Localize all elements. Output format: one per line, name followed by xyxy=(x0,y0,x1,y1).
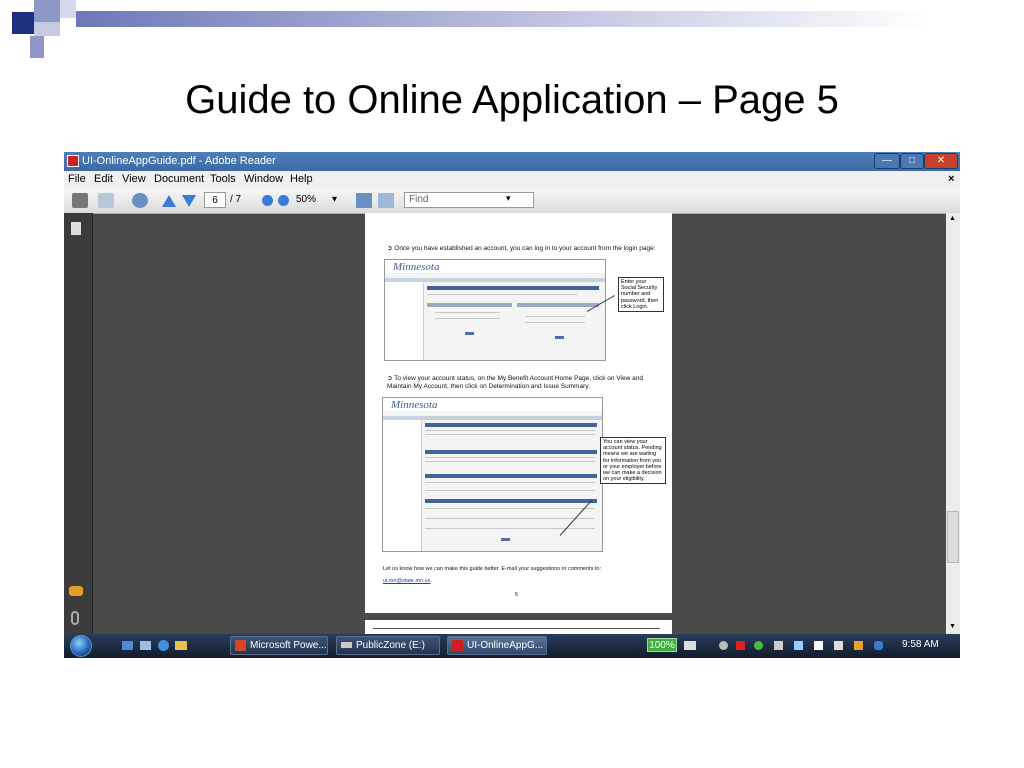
window-title: UI-OnlineAppGuide.pdf - Adobe Reader xyxy=(82,155,276,167)
menu-view[interactable]: View xyxy=(122,173,146,185)
chevron-down-icon: ▾ xyxy=(332,194,338,205)
powerpoint-icon xyxy=(235,640,246,651)
menu-file[interactable]: File xyxy=(68,173,86,185)
document-page xyxy=(365,213,672,613)
fit-page-icon[interactable] xyxy=(378,193,394,208)
pdf-icon xyxy=(452,640,463,651)
volume-icon[interactable] xyxy=(834,641,843,650)
battery-icon[interactable] xyxy=(684,641,696,650)
next-page-preview xyxy=(365,620,672,634)
drive-icon xyxy=(341,642,352,648)
scroll-thumb[interactable] xyxy=(947,511,959,563)
navigation-panel xyxy=(64,213,93,634)
find-dropdown-icon[interactable]: ▾ xyxy=(506,193,511,203)
flag-icon[interactable] xyxy=(814,641,823,650)
taskbar-item-adobe-reader-label: UI-OnlineAppG... xyxy=(467,640,544,651)
print-icon[interactable] xyxy=(72,193,88,208)
taskbar-item-powerpoint-label: Microsoft Powe... xyxy=(250,640,327,651)
bullet-2-text: To view your account status, on the My Benefit Account Home Page, click on View and Maintain My Account, then click on Determination and Issue Summary. xyxy=(387,375,643,390)
taskbar-item-powerpoint[interactable] xyxy=(230,636,328,655)
menu-bar xyxy=(64,171,960,189)
menu-document[interactable]: Document xyxy=(154,173,205,185)
scroll-up-icon[interactable]: ▲ xyxy=(949,215,956,222)
device-icon[interactable] xyxy=(774,641,783,650)
find-input[interactable]: Find xyxy=(404,192,534,208)
pages-icon[interactable] xyxy=(71,222,81,235)
wireless-icon[interactable] xyxy=(854,641,863,650)
network-icon[interactable] xyxy=(794,641,803,650)
zoom-value: 50% xyxy=(296,194,317,205)
bullet-1: ➲ Once you have established an account, you can log in to your account from the login page: xyxy=(387,245,656,252)
close-document-icon[interactable]: × xyxy=(948,173,955,185)
footer-email-link[interactable]: ui.mn@state.mn.us xyxy=(383,578,431,584)
taskbar-item-publiczone[interactable] xyxy=(336,636,440,655)
previous-page-icon[interactable] xyxy=(162,195,176,207)
menu-help[interactable]: Help xyxy=(290,173,313,185)
taskbar-item-publiczone-label: PublicZone (E:) xyxy=(356,640,425,651)
quick-launch-ie-icon[interactable] xyxy=(158,640,169,651)
quick-launch-folder-icon[interactable] xyxy=(175,641,187,650)
zoom-out-icon[interactable] xyxy=(262,195,273,206)
comments-icon[interactable] xyxy=(69,586,83,596)
bullet-1-text: Once you have established an account, you can log in to your account from the login page: xyxy=(394,245,656,252)
start-button[interactable] xyxy=(70,635,92,657)
quick-launch-desktop-icon[interactable] xyxy=(122,641,133,650)
login-callout: Enter your Social Security number and password, then click Login. xyxy=(618,277,664,312)
window-title-bar xyxy=(64,152,960,171)
quick-launch-explorer-icon[interactable] xyxy=(140,641,151,650)
minimize-button[interactable]: — xyxy=(874,153,900,169)
antivirus-icon[interactable] xyxy=(736,641,745,650)
brand-logo-2: Minnesota xyxy=(391,399,438,411)
account-summary-screenshot xyxy=(382,397,603,552)
battery-indicator[interactable]: 100% xyxy=(647,638,677,652)
menu-tools[interactable]: Tools xyxy=(210,173,236,185)
menu-window[interactable]: Window xyxy=(244,173,284,185)
page-number-input[interactable]: 6 xyxy=(204,192,226,208)
hand-tool-icon[interactable] xyxy=(132,193,148,208)
taskbar-item-adobe-reader[interactable] xyxy=(447,636,547,655)
toolbar xyxy=(64,189,960,214)
status-callout: You can view your account status. Pending means we are waiting for information from you or your employer before we can make a decision on your eligibility. xyxy=(600,437,666,484)
reader-screenshot xyxy=(64,152,960,658)
printer-icon[interactable] xyxy=(719,641,728,650)
bluetooth-icon[interactable] xyxy=(874,641,883,650)
login-page-screenshot xyxy=(384,259,606,361)
scroll-down-icon[interactable]: ▼ xyxy=(949,623,956,630)
taskbar-clock[interactable]: 9:58 AM xyxy=(902,639,939,650)
vertical-scrollbar[interactable] xyxy=(946,213,960,634)
pdf-icon xyxy=(67,155,79,167)
zoom-in-icon[interactable] xyxy=(278,195,289,206)
slide-title: Guide to Online Application – Page 5 xyxy=(185,78,839,122)
brand-logo: Minnesota xyxy=(393,261,440,273)
shield-icon[interactable] xyxy=(754,641,763,650)
next-page-icon[interactable] xyxy=(182,195,196,207)
zoom-select[interactable] xyxy=(296,192,340,208)
close-button[interactable]: ✕ xyxy=(924,153,958,169)
taskbar xyxy=(64,634,960,658)
page-total: / 7 xyxy=(230,194,242,205)
email-icon[interactable] xyxy=(98,193,114,208)
bullet-2: ➲ To view your account status, on the My Benefit Account Home Page, click on View and Maintain My Account, then click on Determination and Issue Summary. xyxy=(387,375,643,390)
footer-text: Let us know how we can make this guide better. E-mail your suggestions or comments to: xyxy=(383,566,601,572)
maximize-button[interactable]: □ xyxy=(900,153,924,169)
save-icon[interactable] xyxy=(356,193,372,208)
page-number: 5 xyxy=(515,592,519,598)
attachments-icon[interactable] xyxy=(71,611,79,625)
menu-edit[interactable]: Edit xyxy=(94,173,113,185)
